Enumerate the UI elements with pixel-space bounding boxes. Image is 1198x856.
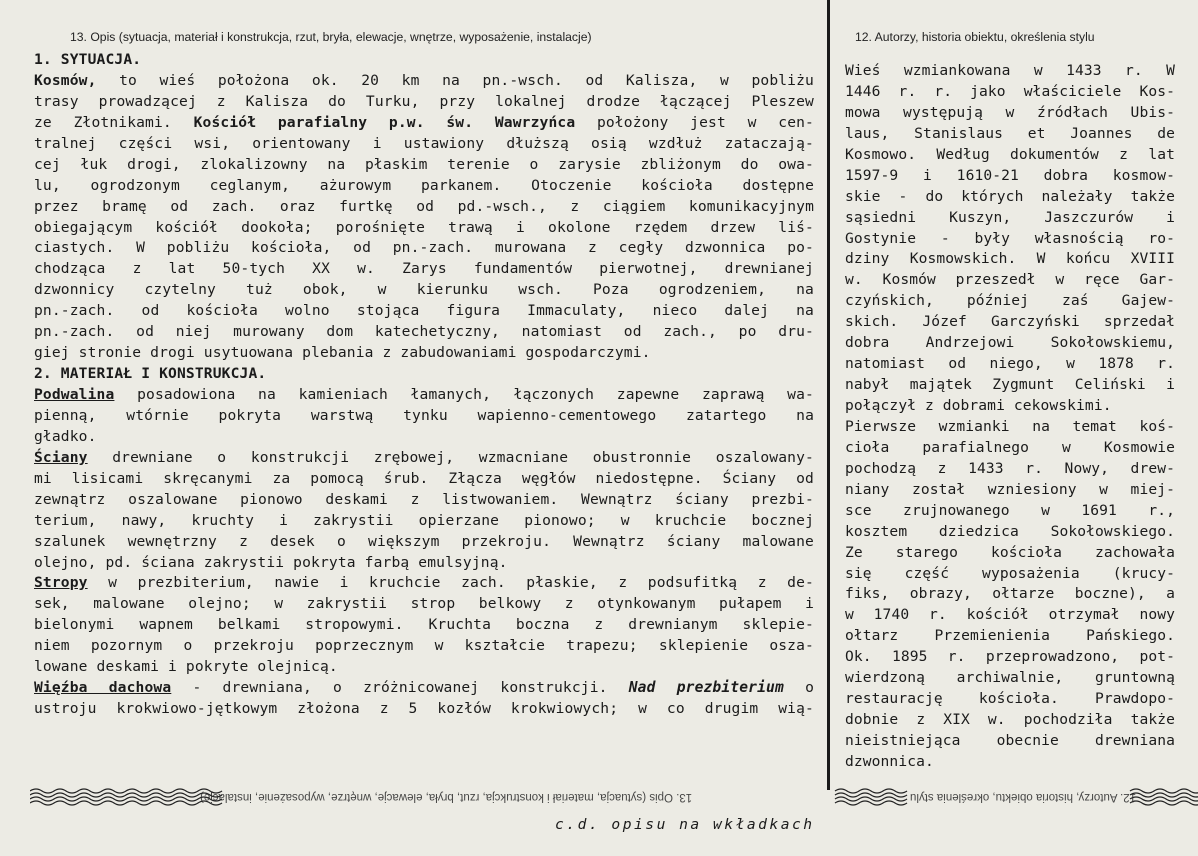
text-line: dziny Kosmowskich. W końcu XVIII [845, 250, 1175, 268]
text-line: ze Złotnikami. Kościół parafialny p.w. św. Wawrzyńca położony jest w cen- [34, 113, 814, 131]
text-line: dzwonnica. [845, 752, 934, 770]
text-line: szalunek wewnętrzny z desek o większym przekroju. Wewnątrz ściany malowane [34, 532, 814, 550]
text-line: ołtarz Przemienienia Pańskiego. [845, 627, 1175, 645]
text-line: Ściany drewniane o konstrukcji zrębowej, wzmacniane obustronnie oszalowany- [34, 448, 814, 466]
mirrored-header-right: 12. Autorzy, historia obiektu, określenia stylu [910, 791, 1137, 803]
text-line: restaurację kościoła. Prawdopo- [845, 690, 1175, 708]
text-line: nabył majątek Zygmunt Celiński i [845, 376, 1175, 394]
text-line: natomiast od niego, w 1878 r. [845, 355, 1175, 373]
text-line: sce zrujnowanego w 1691 r., [845, 501, 1175, 519]
text-line: Kosmów, to wieś położona ok. 20 km na pn.-wsch. od Kalisza, w pobliżu [34, 71, 814, 89]
text-line: cioła parafialnego w Kosmowie [845, 438, 1175, 456]
continued-note: c.d. opisu na wkładkach [555, 816, 815, 833]
text-line: skich. Józef Garczyński sprzedał [845, 313, 1175, 331]
text-line: połączył z dobrami cekowskimi. [845, 397, 1112, 414]
text-line: obiegającym kościół dookoła; porośnięte trawą i okolone rzędem drzew liś- [34, 218, 814, 236]
section-heading-situation: 1. SYTUACJA. [34, 51, 142, 68]
history-column [845, 30, 1175, 773]
text-line: lu, ogrodzonym ceglanym, ażurowym parkanem. Otoczenie kościoła dostępne [34, 176, 814, 194]
history-text [845, 61, 1175, 773]
text-line: pochodzą z 1433 r. Nowy, drew- [845, 459, 1175, 477]
page-edge-band [30, 786, 1198, 808]
text-line: chodząca z lat 50-tych XX w. Zarys fundamentów pierwotnej, drewnianej [34, 260, 814, 278]
text-line: w 1740 r. kościół otrzymał nowy [845, 606, 1175, 624]
text-line: skie - do których należały także [845, 187, 1175, 205]
text-line: 1597-9 i 1610-21 dobra kosmow- [845, 166, 1175, 184]
text-line: ciastych. W pobliżu kościoła, od pn.-zach. murowana z cegły dzwonnica po- [34, 239, 814, 257]
text-line: giej stronie drogi usytuowana plebania z zabudowaniami gospodarczymi. [34, 344, 651, 362]
text-line: trasy prowadzącej z Kalisza do Turku, przy lokalnej drodze łączącej Pleszew [34, 92, 814, 110]
text-line: 1446 r. r. jako właściciele Kos- [845, 82, 1175, 100]
text-line: dzwonnicy czytelny tuż obok, w kierunku wsch. Poza ogrodzeniem, na [34, 281, 814, 299]
text-line: pn.-zach. od kościoła wolno stojąca figura Immaculaty, nieco dalej na [34, 302, 814, 320]
text-line: przez bramę od zach. oraz furtkę od pd.-wsch., z ciągiem komunikacyjnym [34, 197, 814, 215]
text-line: dobnie z XIX w. pochodziła także [845, 711, 1175, 729]
section-heading-material: 2. MATERIAŁ I KONSTRUKCJA. [34, 365, 267, 383]
text-line: w. Kosmów przeszedł w ręce Gar- [845, 271, 1175, 289]
text-line: olejno, pd. ściana zakrystii pokryta farbą emulsyjną. [34, 553, 508, 571]
text-line: gładko. [34, 427, 97, 445]
text-line: kosztem dziedzica Sokołowskiego. [845, 522, 1175, 540]
text-line: tralnej części wsi, orientowany i ustawiony dłuższą osią wzdłuż zataczają- [34, 134, 814, 152]
text-line: Ok. 1895 r. przeprowadzono, pot- [845, 648, 1175, 666]
text-line: ustroju krokwiowo-jętkowym złożona z 5 kozłów krokwiowych; w co drugim wią- [34, 700, 814, 718]
text-line: bielonymi wapnem belkami stropowymi. Kruchta boczna z drewnianym sklepie- [34, 616, 814, 634]
text-line: lowane deskami i pokryte olejnicą. [34, 658, 338, 676]
text-line: czyńskich, później zaś Gajew- [845, 292, 1175, 310]
text-line: sek, malowane olejno; w zakrystii strop belkowy z otynkowanym pułapem i [34, 595, 814, 613]
text-line: Stropy w prezbiterium, nawie i kruchcie zach. płaskie, z podsufitką z de- [34, 574, 814, 592]
description-text [34, 50, 814, 720]
column-divider [827, 0, 830, 790]
text-line: Pierwsze wzmianki na temat koś- [845, 417, 1175, 435]
text-line: Ze starego kościoła zachowała [845, 543, 1175, 561]
mirrored-header-left: 13. Opis (sytuacja, materiał i konstrukcja, rzut, bryła, elewacje, wnętrze, wyposażenie, instalacje) [200, 791, 693, 803]
text-line: zewnątrz oszalowane pionowo deskami z listwowaniem. Wewnątrz ściany prezbi- [34, 490, 814, 508]
text-line: niany został wzniesiony w miej- [845, 480, 1175, 498]
text-line: mi lisicami skręcanymi za pomocą śrub. Złącza węgłów niedostępne. Ściany od [34, 469, 814, 487]
text-line: cej łuk drogi, zlokalizowny na płaskim terenie o zarysie zbliżonym do owa- [34, 155, 814, 173]
text-line: mowa występują w źródłach Ubis- [845, 103, 1175, 121]
text-line: się część wyposażenia (krucy- [845, 564, 1175, 582]
text-line: pn.-zach. od niej murowany dom katechetyczny, natomiast od zach., po dru- [34, 323, 814, 341]
description-column [34, 30, 814, 720]
text-line: fiks, obrazy, ołtarze boczne), a [845, 585, 1175, 603]
text-line: Więźba dachowa - drewniana, o zróżnicowanej konstrukcji. Nad prezbiterium o [34, 679, 815, 697]
text-line: Kosmowo. Według dokumentów z lat [845, 145, 1175, 163]
text-line: niem pozornym o przekroju poprzecznym w kształcie trapezu; sklepienie osza- [34, 637, 814, 655]
text-line: pienną, wtórnie pokryta warstwą tynku wapienno-cementowego zatartego na [34, 406, 814, 424]
text-line: sąsiedni Kuszyn, Jaszczurów i [845, 208, 1175, 226]
text-line: laus, Stanislaus et Joannes de [845, 124, 1175, 142]
text-line: wierdzoną archiwalnie, gruntowną [845, 669, 1175, 687]
text-line: Podwalina posadowiona na kamieniach łamanych, łączonych zapewne zaprawą wa- [34, 386, 814, 403]
text-line: Gostynie - były własnością ro- [845, 229, 1175, 247]
history-header: 12. Autorzy, historia obiektu, określenia stylu [855, 30, 1095, 44]
text-line: Wieś wzmiankowana w 1433 r. W [845, 62, 1175, 79]
text-line: terium, nawy, kruchty i zakrystii opierzane pionowo; w kruchcie bocznej [34, 511, 814, 529]
description-header: 13. Opis (sytuacja, materiał i konstrukcja, rzut, bryła, elewacje, wnętrze, wyposażenie, instalacje) [70, 30, 592, 44]
text-line: nieistniejąca obecnie drewniana [845, 732, 1175, 749]
text-line: dobra Andrzejowi Sokołowskiemu, [845, 334, 1175, 352]
